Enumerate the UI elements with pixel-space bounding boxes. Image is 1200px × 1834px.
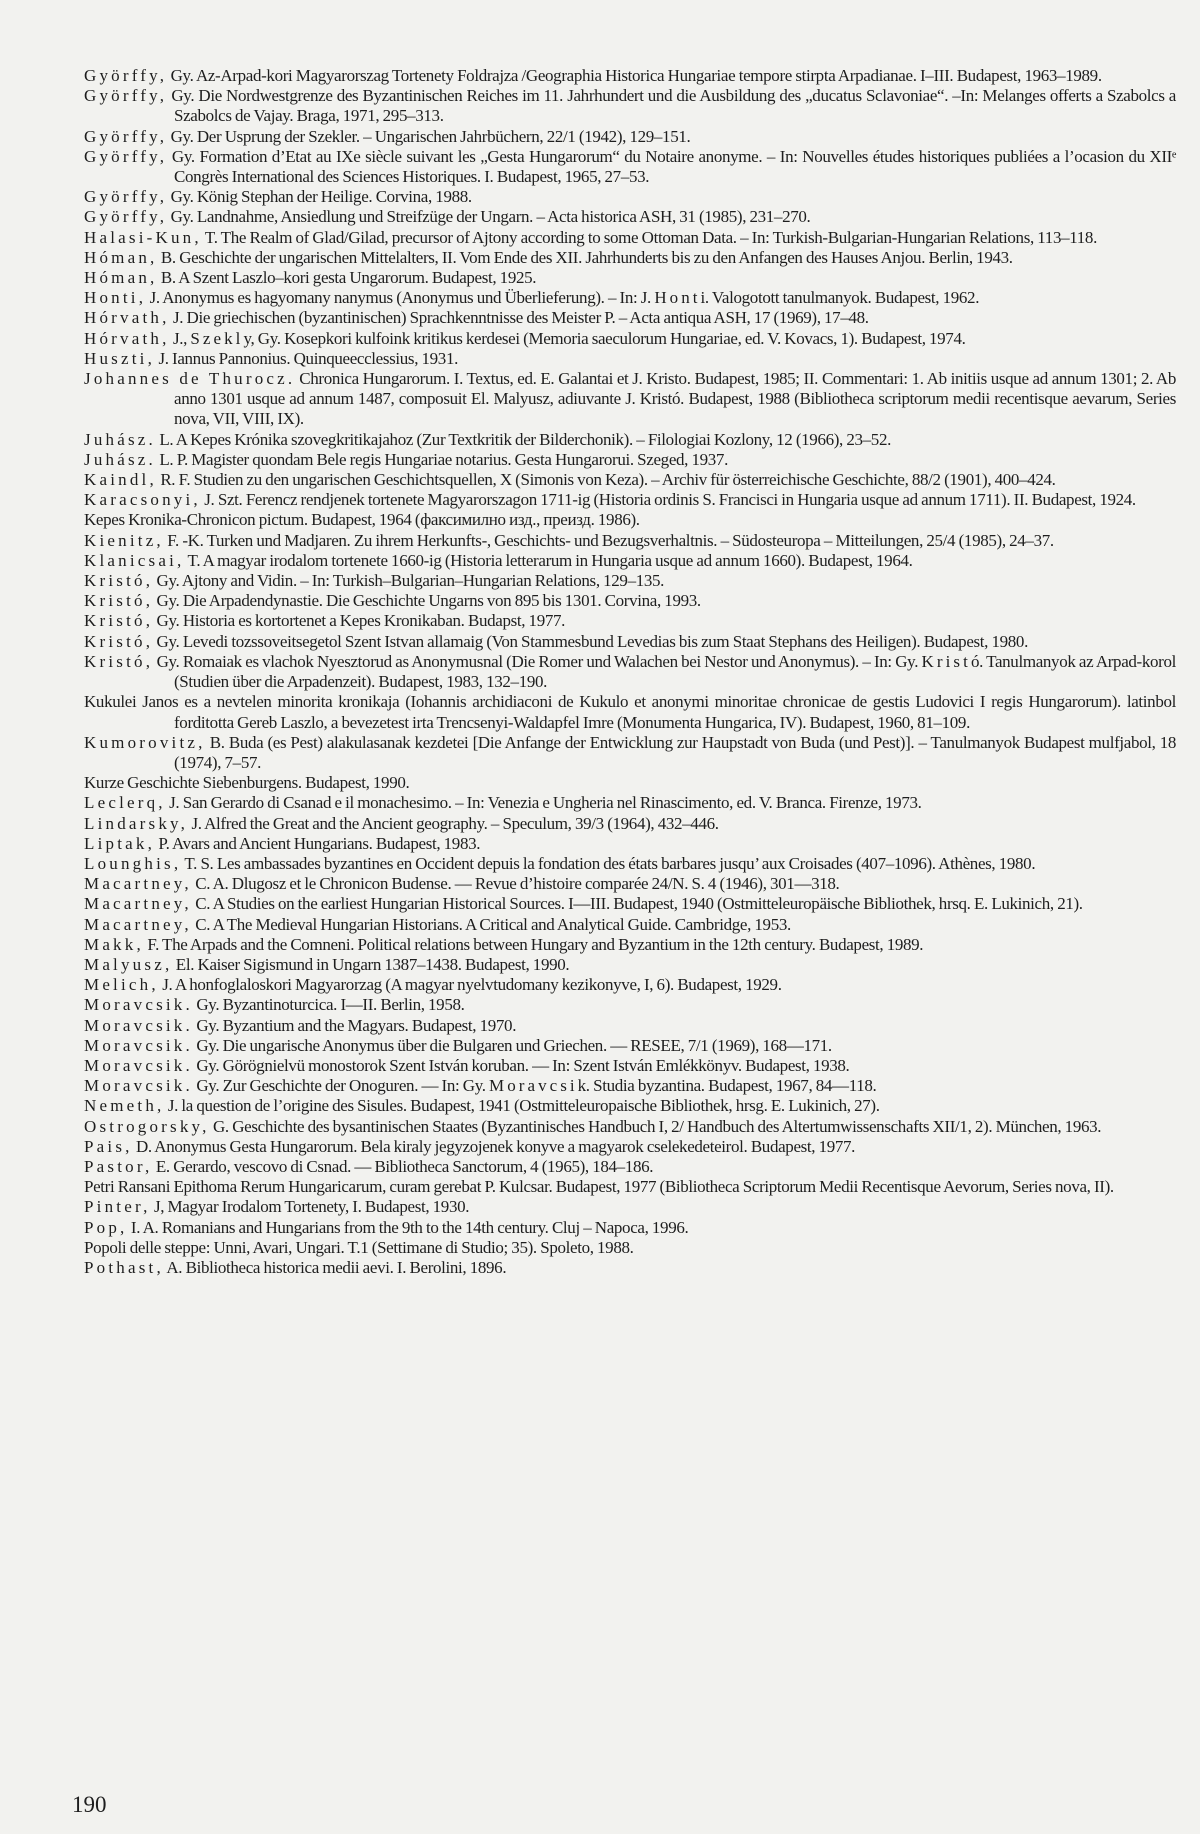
entry-text: J. Die griechischen (byzantinischen) Sprachkenntnisse des Meister P. – Acta antiqua ASH, 17 (1969), 17–48. — [169, 308, 869, 328]
bibliography-entry — [84, 510, 1176, 530]
entry-text: Gy. Byzantium and the Magyars. Budapest, 1970. — [192, 1015, 517, 1035]
entry-author: Kienitz, — [84, 530, 164, 550]
entry-text: Popoli delle steppe: Unni, Avari, Ungari. T.1 (Settimane di Studio; 35). Spoleto, 1988. — [84, 1237, 634, 1257]
entry-author: Hóman, — [84, 268, 158, 288]
entry-text: Petri Ransani Epithoma Rerum Hungaricarum, curam gerebat P. Kulcsar. Budapest, 1977 (Bibliotheca Scriptorum Medii Recentisque Aevorum, Series nova, II). — [84, 1177, 1114, 1197]
entry-author: Huszti, — [84, 348, 156, 368]
bibliography-entry — [84, 1036, 1176, 1056]
entry-author: Pop, — [84, 1217, 128, 1237]
bibliography-entry — [84, 733, 1176, 773]
bibliography-entry — [84, 127, 1176, 147]
entry-text: Gy. Die Arpadendynastie. Die Geschichte Ungarns von 895 bis 1301. Corvina, 1993. — [153, 591, 701, 611]
entry-author: Malyusz, — [84, 954, 173, 974]
entry-text: I. A. Romanians and Hungarians from the 9th to the 14th century. Cluj – Napoca, 1996. — [127, 1217, 689, 1237]
entry-text: A. Bibliotheca historica medii aevi. I. Berolini, 1896. — [163, 1257, 507, 1277]
bibliography-entry — [84, 551, 1176, 571]
entry-author: Pothast, — [84, 1257, 164, 1277]
entry-text: G. Geschichte des bysantinischen Staates (Byzantinisches Handbuch I, 2/ Handbuch des Altertumwissenschafts XII/1, 2). München, 1963. — [209, 1116, 1102, 1136]
bibliography-entry — [84, 1238, 1176, 1258]
entry-author: Hóman, — [84, 247, 158, 267]
entry-author: Kristó, — [84, 591, 154, 611]
bibliography-entry — [84, 955, 1176, 975]
bibliography-entry — [84, 793, 1176, 813]
entry-text: Kurze Geschichte Siebenburgens. Budapest, 1990. — [84, 773, 410, 793]
bibliography-entry — [84, 591, 1176, 611]
entry-author: Macartney, — [84, 894, 192, 914]
entry-author: Pais, — [84, 1136, 133, 1156]
entry-author: Halasi-Kun, — [84, 227, 202, 247]
bibliography-entry — [84, 1177, 1176, 1197]
entry-text: F. The Arpads and the Comneni. Political relations between Hungary and Byzantium in the 12th century. Budapest, 1989. — [143, 934, 924, 954]
entry-text: B. Buda (es Pest) alakulasanak kezdetei [Die Anfange der Entwicklung zur Haupstadt von Buda (und Pest)]. – Tanulmanyok Budapest mulfjabol, 18 (1974), 7–57. — [174, 732, 1176, 772]
bibliography-entry — [84, 86, 1176, 126]
bibliography-entry — [84, 147, 1176, 187]
entry-author: Kumorovitz, — [84, 732, 206, 752]
entry-author: Györffy, — [84, 187, 168, 207]
entry-author: Juhász. — [84, 429, 156, 449]
entry-author: Györffy, — [84, 126, 168, 146]
bibliography-entry — [84, 814, 1176, 834]
entry-text: P. Avars and Ancient Hungarians. Budapest, 1983. — [155, 833, 481, 853]
entry-author: Kaindl, — [84, 470, 157, 490]
entry-author: Macartney, — [84, 874, 192, 894]
bibliography-entry — [84, 1258, 1176, 1278]
bibliography-entry — [84, 1137, 1176, 1157]
bibliography-entry — [84, 995, 1176, 1015]
entry-author: Györffy, — [84, 86, 168, 106]
bibliography-entry — [84, 268, 1176, 288]
entry-author: Johannes de Thurocz. — [84, 369, 296, 389]
entry-text: C. A Studies on the earliest Hungarian Historical Sources. I—III. Budapest, 1940 (Ostmitteleuropäische Bibliothek, hrsq. E. Lukinich, 21). — [191, 894, 1083, 914]
entry-author: Juhász. — [84, 449, 156, 469]
bibliography-entry — [84, 450, 1176, 470]
entry-text: J. Alfred the Great and the Ancient geography. – Speculum, 39/3 (1964), 432–446. — [188, 813, 719, 833]
entry-author: Kristó, — [84, 611, 154, 631]
entry-author: Macartney, — [84, 914, 192, 934]
bibliography-entry — [84, 248, 1176, 268]
bibliography-entry — [84, 1056, 1176, 1076]
entry-author: Liptak, — [84, 833, 156, 853]
entry-text: Gy. Die ungarische Anonymus über die Bulgaren und Griechen. — RESEE, 7/1 (1969), 168—171. — [192, 1035, 832, 1055]
bibliography-entry — [84, 1016, 1176, 1036]
bibliography-entry — [84, 915, 1176, 935]
entry-text: Kepes Kronika-Chronicon pictum. Budapest, 1964 (факсимилно изд., преизд. 1986). — [84, 510, 640, 530]
entry-author: Klanicsai, — [84, 550, 185, 570]
entry-text: Gy. König Stephan der Heilige. Corvina, 1988. — [167, 187, 472, 207]
entry-text: B. Geschichte der ungarischen Mittelalters, II. Vom Ende des XII. Jahrhunderts bis zu den Anfangen des Hauses Anjou. Berlin, 1943. — [157, 247, 1013, 267]
entry-text: Chronica Hungarorum. I. Textus, ed. E. Galantai et J. Kristo. Budapest, 1985; II. Commentari: 1. Ab initiis usque ad annum 1301; 2. Ab anno 1301 usque ad annum 1487, composuit El. Malyusz, adiuvante J. Kristó. Budapest, 1988 (Bibliotheca scriptorum medii recentisque aevarum, Series nova, VII, VIII, IX). — [174, 369, 1176, 429]
bibliography-entry — [84, 308, 1176, 328]
bibliography-entry — [84, 490, 1176, 510]
bibliography-entry — [84, 935, 1176, 955]
entry-author: Ostrogorsky, — [84, 1116, 210, 1136]
entry-author: Moravcsik. — [84, 995, 193, 1015]
entry-author: Moravcsik. — [84, 1035, 193, 1055]
entry-author: Honti, — [84, 288, 147, 308]
entry-text: Gy. Byzantinoturcica. I—II. Berlin, 1958. — [192, 995, 465, 1015]
entry-author: Melich, — [84, 975, 159, 995]
entry-text: Gy. Az-Arpad-kori Magyarorszag Tortenety Foldrajza /Geographia Historica Hungariae tempore stirpta Arpadianae. I–III. Budapest, 1963–1989. — [167, 66, 1102, 85]
entry-text: E. Gerardo, vescovo di Csnad. — Bibliotheca Sanctorum, 4 (1965), 184–186. — [152, 1156, 654, 1176]
entry-author: Pinter, — [84, 1197, 151, 1217]
bibliography-entry — [84, 1076, 1176, 1096]
entry-text: Gy. Landnahme, Ansiedlung und Streifzüge der Ungarn. – Acta historica ASH, 31 (1985), 231–270. — [167, 207, 811, 227]
bibliography-entry — [84, 894, 1176, 914]
entry-text: D. Anonymus Gesta Hungarorum. Bela kiraly jegyzojenek konyve a magyarok cselekedeteirol. Budapest, 1977. — [132, 1136, 856, 1156]
entry-text: Gy. Ajtony and Vidin. – In: Turkish–Bulgarian–Hungarian Relations, 129–135. — [153, 571, 665, 591]
entry-author: Györffy, — [84, 66, 168, 85]
entry-text: Gy. Görögnielvü monostorok Szent István koruban. — In: Szent István Emlékkönyv. Budapest, 1938. — [192, 1055, 850, 1075]
entry-author: Pastor, — [84, 1156, 153, 1176]
entry-text: L. P. Magister quondam Bele regis Hungariae notarius. Gesta Hungarorui. Szeged, 1937. — [155, 449, 728, 469]
entry-text: B. A Szent Laszlo–kori gesta Ungarorum. Budapest, 1925. — [157, 268, 537, 288]
bibliography-entry — [84, 228, 1176, 248]
bibliography-entry — [84, 430, 1176, 450]
entry-text: T. The Realm of Glad/Gilad, precursor of Ajtony according to some Ottoman Data. – In: Turkish-Bulgarian-Hungarian Relations, 113–118. — [201, 227, 1097, 247]
entry-author: Hórvath, — [84, 328, 170, 348]
bibliography-entry — [84, 470, 1176, 490]
entry-author: Makk, — [84, 934, 144, 954]
bibliography-entry — [84, 207, 1176, 227]
bibliography-list — [84, 66, 1176, 1278]
entry-text: Gy. Formation d’Etat au IXe siècle suivant les „Gesta Hungarorum“ du Notaire anonyme. – In: Nouvelles études historiques publiées a l’ocasion du XIIᵉ Congrès International des Sciences Historiques. I. Budapest, 1965, 27–53. — [167, 146, 1176, 187]
entry-text: C. A The Medieval Hungarian Historians. A Critical and Analytical Guide. Cambridge, 1953. — [191, 914, 791, 934]
entry-author: Moravcsik. — [84, 1055, 193, 1075]
bibliography-entry — [84, 531, 1176, 551]
bibliography-entry — [84, 632, 1176, 652]
entry-text: Gy. Romaiak es vlachok Nyesztorud as Anonymusnal (Die Romer und Walachen bei Nestor und Anonymus). – In: Gy. K r i s t ó. Tanulmanyok az Arpad-korol (Studien über die Arpadenzeit). Budapest, 1983, 132–190. — [153, 651, 1176, 692]
entry-text: J., S z e k l y, Gy. Kosepkori kulfoink kritikus kerdesei (Memoria saeculorum Hungariae, ed. V. Kovacs, 1). Budapest, 1974. — [169, 328, 966, 348]
bibliography-entry — [84, 874, 1176, 894]
bibliography-entry — [84, 1218, 1176, 1238]
entry-author: Györffy, — [84, 207, 168, 227]
bibliography-entry — [84, 975, 1176, 995]
entry-text: Gy. Die Nordwestgrenze des Byzantinischen Reiches im 11. Jahrhundert und die Ausbildung des „ducatus Sclavoniae“. –In: Melanges offerts a Szabolcs a Szabolcs de Vajay. Braga, 1971, 295–313. — [167, 86, 1176, 126]
bibliography-entry — [84, 652, 1176, 692]
entry-author: Leclerq, — [84, 793, 166, 813]
entry-author: Karacsonyi, — [84, 490, 201, 510]
entry-author: Moravcsik. — [84, 1015, 193, 1035]
bibliography-entry — [84, 692, 1176, 732]
page-number: 190 — [72, 1792, 107, 1817]
entry-text: El. Kaiser Sigismund in Ungarn 1387–1438. Budapest, 1990. — [172, 954, 570, 974]
entry-author: Nemeth, — [84, 1096, 165, 1116]
entry-text: Kukulei Janos es a nevtelen minorita kronikaja (Iohannis archidiaconi de Kukulo et anonymi minoritae chronicae de gestis Ludovici I regis Hungarorum). latinbol forditotta Gereb Laszlo, a bevezetest irta Trencsenyi-Waldapfel Imre (Monumenta Hungarica, IV). Budapest, 1960, 81–109. — [84, 692, 1176, 732]
entry-text: Gy. Levedi tozssoveitsegetol Szent Istvan allamaig (Von Stammesbund Levedias bis zum Staat Stephans des Heiligen). Budapest, 1980. — [153, 631, 1028, 651]
entry-text: Gy. Historia es kortortenet a Kepes Kronikaban. Budapst, 1977. — [153, 611, 566, 631]
entry-text: J. Szt. Ferencz rendjenek tortenete Magyarorszagon 1711-ig (Historia ordinis S. Francisci in Hungaria usque ad annum 1711). II. Budapest, 1924. — [200, 490, 1136, 510]
bibliography-entry — [84, 369, 1176, 430]
entry-author: Kristó, — [84, 651, 154, 671]
entry-text: Gy. Zur Geschichte der Onoguren. — In: Gy. M o r a v c s i k. Studia byzantina. Budapest, 1967, 84—118. — [192, 1076, 877, 1096]
bibliography-entry — [84, 349, 1176, 369]
bibliography-entry — [84, 1197, 1176, 1217]
entry-text: J, Magyar Irodalom Tortenety, I. Budapest, 1930. — [150, 1197, 470, 1217]
entry-text: T. A magyar irodalom tortenete 1660-ig (Historia letterarum in Hungaria usque ad annum 1660). Budapest, 1964. — [184, 550, 913, 570]
entry-text: F. -K. Turken und Madjaren. Zu ihrem Herkunfts-, Geschichts- und Bezugsverhaltnis. – Südosteuropa – Mitteilungen, 25/4 (1985), 24–37. — [163, 530, 1054, 550]
bibliography-entry — [84, 1117, 1176, 1137]
entry-text: T. S. Les ambassades byzantines en Occident depuis la fondation des états barbares jusqu’ aux Croisades (407–1096). Athènes, 1980. — [181, 853, 1036, 873]
bibliography-entry — [84, 1096, 1176, 1116]
bibliography-entry — [84, 571, 1176, 591]
bibliography-entry — [84, 288, 1176, 308]
entry-text: J. Anonymus es hagyomany nanymus (Anonymus und Überlieferung). – In: J. H o n t i. Valogotott tanulmanyok. Budapest, 1962. — [146, 288, 980, 308]
bibliography-entry — [84, 66, 1176, 86]
entry-text: Gy. Der Usprung der Szekler. – Ungarischen Jahrbüchern, 22/1 (1942), 129–151. — [167, 126, 691, 146]
bibliography-entry — [84, 854, 1176, 874]
entry-text: J. Iannus Pannonius. Quinqueecclessius, 1931. — [155, 348, 458, 368]
entry-text: R. F. Studien zu den ungarischen Geschichtsquellen, X (Simonis von Keza). – Archiv für österreichische Geschichte, 88/2 (1901), 400–424. — [156, 470, 1056, 490]
entry-text: J. A honfoglaloskori Magyarorzag (A magyar nyelvtudomany kezikonyve, I, 6). Budapest, 1929. — [158, 975, 782, 995]
entry-author: Hórvath, — [84, 308, 170, 328]
entry-author: Kristó, — [84, 571, 154, 591]
entry-author: Kristó, — [84, 631, 154, 651]
entry-text: C. A. Dlugosz et le Chronicon Budense. — Revue d’histoire comparée 24/N. S. 4 (1946), 301—318. — [191, 874, 840, 894]
bibliography-entry — [84, 773, 1176, 793]
entry-text: J. San Gerardo di Csanad e il monachesimo. – In: Venezia e Ungheria nel Rinascimento, ed. V. Branca. Firenze, 1973. — [165, 793, 922, 813]
bibliography-entry — [84, 611, 1176, 631]
bibliography-entry — [84, 187, 1176, 207]
bibliography-entry — [84, 834, 1176, 854]
entry-author: Lindarsky, — [84, 813, 189, 833]
entry-text: L. A Kepes Krónika szovegkritikajahoz (Zur Textkritik der Bilderchonik). – Filologiai Kozlony, 12 (1966), 23–52. — [155, 429, 892, 449]
entry-text: J. la question de l’origine des Sisules. Budapest, 1941 (Ostmitteleuropaische Bibliothek, hrsg. E. Lukinich, 27). — [164, 1096, 880, 1116]
entry-author: Lounghis, — [84, 853, 182, 873]
bibliography-entry — [84, 329, 1176, 349]
entry-author: Györffy, — [84, 146, 168, 166]
bibliography-entry — [84, 1157, 1176, 1177]
entry-author: Moravcsik. — [84, 1076, 193, 1096]
